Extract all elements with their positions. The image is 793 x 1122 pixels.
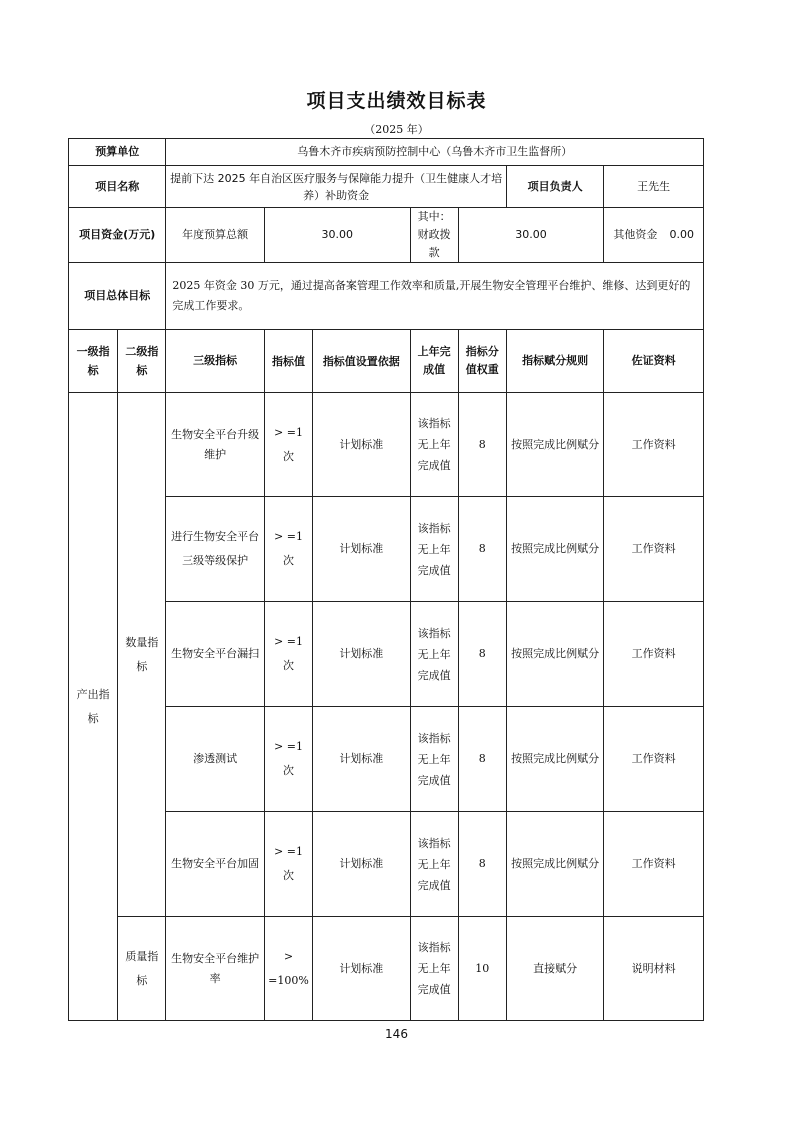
row-weight: 10 — [458, 917, 506, 1021]
other-funds-label: 其他资金 — [613, 228, 658, 241]
row-name: 渗透测试 — [166, 707, 265, 812]
header-basis: 指标值设置依据 — [313, 330, 410, 393]
row-value: > =1 次 — [264, 393, 312, 497]
header-level1: 一级指标 — [69, 330, 118, 393]
row-value: > =1 次 — [264, 707, 312, 812]
row-name: 生物安全平台维护率 — [166, 917, 265, 1021]
funds-label: 项目资金(万元) — [69, 208, 166, 263]
row-basis: 计划标准 — [313, 393, 410, 497]
row-evidence: 工作资料 — [604, 812, 704, 917]
row-rule: 按照完成比例赋分 — [506, 602, 603, 707]
other-funds-value: 0.00 — [669, 228, 694, 241]
page-title: 项目支出绩效目标表 — [306, 90, 487, 112]
funds-row — [69, 208, 704, 263]
fiscal-label: 其中：财政拨款 — [410, 208, 458, 263]
row-value: > =1 次 — [264, 602, 312, 707]
project-name-label: 项目名称 — [69, 166, 166, 208]
annual-budget-value: 30.00 — [264, 208, 410, 263]
table-row — [69, 393, 704, 497]
other-funds-wrap — [607, 225, 700, 245]
header-weight: 指标分值权重 — [458, 330, 506, 393]
other-funds-cell — [604, 208, 704, 263]
row-weight: 8 — [458, 497, 506, 602]
row-weight: 8 — [458, 602, 506, 707]
row-basis: 计划标准 — [313, 602, 410, 707]
row-rule: 按照完成比例赋分 — [506, 812, 603, 917]
table-row — [69, 917, 704, 1021]
row-weight: 8 — [458, 393, 506, 497]
fiscal-value: 30.00 — [458, 208, 604, 263]
header-rule: 指标赋分规则 — [506, 330, 603, 393]
level2-quality: 质量指标 — [118, 917, 166, 1021]
row-weight: 8 — [458, 707, 506, 812]
row-basis: 计划标准 — [313, 707, 410, 812]
annual-budget-label: 年度预算总额 — [166, 208, 265, 263]
performance-table — [68, 138, 704, 1021]
row-rule: 按照完成比例赋分 — [506, 497, 603, 602]
row-basis: 计划标准 — [313, 812, 410, 917]
budget-unit-label: 预算单位 — [69, 139, 166, 166]
row-name: 生物安全平台漏扫 — [166, 602, 265, 707]
row-value: > =100% — [264, 917, 312, 1021]
header-level3: 三级指标 — [166, 330, 265, 393]
header-level2: 二级指标 — [118, 330, 166, 393]
row-last-year: 该指标无上年完成值 — [410, 917, 458, 1021]
project-name-row — [69, 166, 704, 208]
row-value: > =1 次 — [264, 497, 312, 602]
page-number: 146 — [385, 1027, 408, 1041]
row-evidence: 工作资料 — [604, 393, 704, 497]
row-last-year: 该指标无上年完成值 — [410, 497, 458, 602]
row-last-year: 该指标无上年完成值 — [410, 707, 458, 812]
budget-unit-value: 乌鲁木齐市疾病预防控制中心（乌鲁木齐市卫生监督所） — [166, 139, 704, 166]
project-name-value: 提前下达 2025 年自治区医疗服务与保障能力提升（卫生健康人才培养）补助资金 — [166, 166, 506, 208]
row-name: 生物安全平台升级维护 — [166, 393, 265, 497]
header-evidence: 佐证资料 — [604, 330, 704, 393]
row-evidence: 工作资料 — [604, 497, 704, 602]
budget-unit-row — [69, 139, 704, 166]
header-last-year: 上年完成值 — [410, 330, 458, 393]
header-row — [69, 330, 704, 393]
project-owner-label: 项目负责人 — [506, 166, 603, 208]
row-rule: 按照完成比例赋分 — [506, 707, 603, 812]
level1-output: 产出指标 — [69, 393, 118, 1021]
goal-label: 项目总体目标 — [69, 263, 166, 330]
header-value: 指标值 — [264, 330, 312, 393]
row-name: 进行生物安全平台三级等级保护 — [166, 497, 265, 602]
row-weight: 8 — [458, 812, 506, 917]
year-label: （2025 年） — [364, 123, 429, 136]
project-owner-value: 王先生 — [604, 166, 704, 208]
row-last-year: 该指标无上年完成值 — [410, 812, 458, 917]
goal-text: 2025 年资金 30 万元，通过提高备案管理工作效率和质量,开展生物安全管理平台维护、维修、达到更好的完成工作要求。 — [166, 263, 704, 330]
row-last-year: 该指标无上年完成值 — [410, 393, 458, 497]
row-name: 生物安全平台加固 — [166, 812, 265, 917]
level2-quantity: 数量指标 — [118, 393, 166, 917]
row-evidence: 工作资料 — [604, 602, 704, 707]
row-basis: 计划标准 — [313, 497, 410, 602]
row-last-year: 该指标无上年完成值 — [410, 602, 458, 707]
row-evidence: 工作资料 — [604, 707, 704, 812]
row-rule: 按照完成比例赋分 — [506, 393, 603, 497]
row-rule: 直接赋分 — [506, 917, 603, 1021]
row-evidence: 说明材料 — [604, 917, 704, 1021]
row-value: > =1 次 — [264, 812, 312, 917]
row-basis: 计划标准 — [313, 917, 410, 1021]
goal-row — [69, 263, 704, 330]
